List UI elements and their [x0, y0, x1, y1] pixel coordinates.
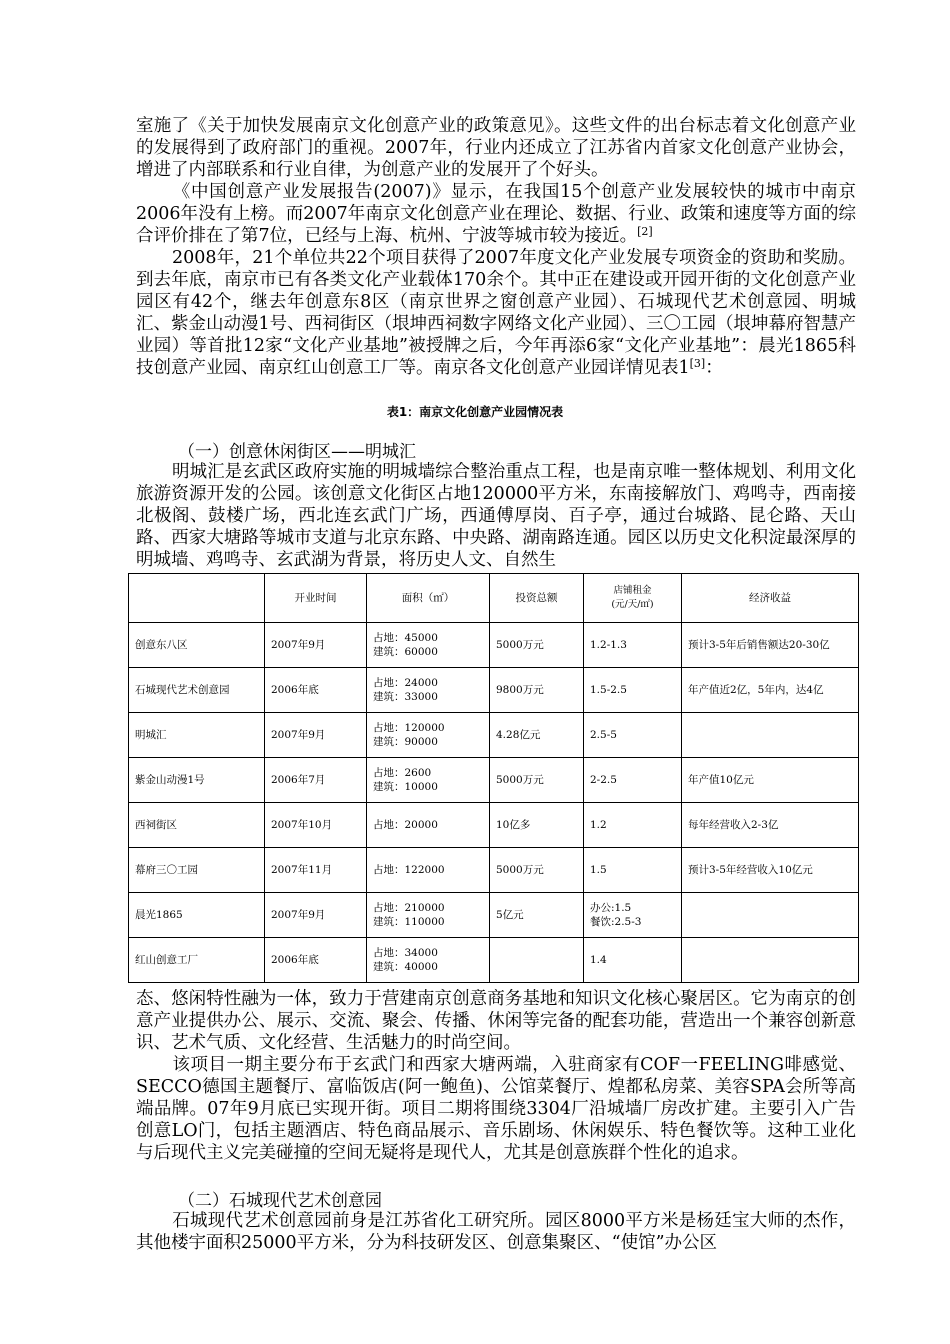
cell-rent: 1.5-2.5: [584, 668, 682, 713]
cell-benefit: [682, 938, 859, 983]
section-heading-shicheng: （二）石城现代艺术创意园: [178, 1191, 382, 1211]
cell-area: 占地：24000 建筑：33000: [367, 668, 490, 713]
cell-area: 占地：20000: [367, 803, 490, 848]
cell-benefit: 预计3-5年经营收入10亿元: [682, 848, 859, 893]
table-row: [129, 668, 859, 713]
cell-investment: 10亿多: [490, 803, 584, 848]
header-open-time: 开业时间: [265, 574, 367, 623]
header-benefit: 经济收益: [682, 574, 859, 623]
cell-area: 占地：210000 建筑：110000: [367, 893, 490, 938]
cell-open-time: 2007年10月: [265, 803, 367, 848]
citation-2: [2]: [637, 225, 653, 238]
paragraph-mingchenghui-cont: 态、悠闲特性融为一体，致力于营建南京创意商务基地和知识文化核心聚居区。它为南京的创意产业提供办公、展示、交流、聚会、传播、休闲等完备的配套功能，营造出一个兼容创新意识、艺术气质、文化经营、生活魅力的时尚空间。: [136, 989, 856, 1053]
table-caption: 表1：南京文化创意产业园情况表: [386, 405, 564, 419]
section-heading-mingchenghui: （一）创意休闲街区——明城汇: [178, 442, 416, 462]
cell-open-time: 2006年底: [265, 938, 367, 983]
cell-open-time: 2006年底: [265, 668, 367, 713]
cell-open-time: 2007年11月: [265, 848, 367, 893]
header-rent: 店铺租金 (元/天/㎡): [584, 574, 682, 623]
cell-name: 石城现代艺术创意园: [129, 668, 265, 713]
table-row: [129, 758, 859, 803]
cell-benefit: 预计3-5年后销售额达20-30亿: [682, 623, 859, 668]
cell-rent: 1.5: [584, 848, 682, 893]
paragraph-project: 该项目一期主要分布于玄武门和西家大塘两端，入驻商家有COF一FEELING啡感觉、SECCO德国主题餐厅、富临饭店(阿一鲍鱼)、公馆菜餐厅、煌都私房菜、美容SPA会所等高端品牌。07年9月底已实现开街。项目二期将围绕3304厂沿城墙厂房改扩建。主要引入广告创意LO门，包括主题酒店、特色商品展示、音乐剧场、休闲娱乐、特色餐饮等。这种工业化与后现代主义完美碰撞的空间无疑将是现代人，尤其是创意族群个性化的追求。: [136, 1055, 856, 1163]
paragraph-mingchenghui: 明城汇是玄武区政府实施的明城墙综合整治重点工程，也是南京唯一整体规划、利用文化旅游资源开发的公园。该创意文化街区占地120000平方米，东南接解放门、鸡鸣寺，西南接北极阁、鼓楼广场，西北连玄武门广场，西通傅厚岗、百子亭，通过台城路、昆仑路、天山路、西家大塘路等城市支道与北京东路、中央路、湖南路连通。园区以历史文化积淀最深厚的明城墙、鸡鸣寺、玄武湖为背景，将历史人文、自然生: [136, 462, 856, 570]
table-row: [129, 938, 859, 983]
cell-area: 占地：45000 建筑：60000: [367, 623, 490, 668]
paragraph-report: 《中国创意产业发展报告(2007)》显示，在我国15个创意产业发展较快的城市中南京2006年没有上榜。而2007年南京文化创意产业在理论、数据、行业、政策和速度等方面的综合评价排在了第7位，已经与上海、杭州、宁波等城市较为接近。[2]: [136, 182, 856, 246]
header-area: 面积（㎡）: [367, 574, 490, 623]
cell-investment: 5000万元: [490, 623, 584, 668]
cell-investment: 4.28亿元: [490, 713, 584, 758]
cell-area: 占地：120000 建筑：90000: [367, 713, 490, 758]
cell-benefit: [682, 893, 859, 938]
cell-open-time: 2006年7月: [265, 758, 367, 803]
cell-name: 红山创意工厂: [129, 938, 265, 983]
paragraph-policy: 室施了《关于加快发展南京文化创意产业的政策意见》。这些文件的出台标志着文化创意产业的发展得到了政府部门的重视。2007年，行业内还成立了江苏省内首家文化创意产业协会，增进了内部联系和行业自律，为创意产业的发展开了个好头。: [136, 116, 856, 180]
cell-rent: 2-2.5: [584, 758, 682, 803]
cell-rent: 1.2: [584, 803, 682, 848]
cell-name: 明城汇: [129, 713, 265, 758]
cell-open-time: 2007年9月: [265, 713, 367, 758]
table-row: [129, 803, 859, 848]
table-row: [129, 623, 859, 668]
cell-investment: 5000万元: [490, 848, 584, 893]
cell-rent: 办公:1.5 餐饮:2.5-3: [584, 893, 682, 938]
table-row: [129, 713, 859, 758]
cell-benefit: 每年经营收入2-3亿: [682, 803, 859, 848]
cell-area: 占地：34000 建筑：40000: [367, 938, 490, 983]
cell-name: 幕府三〇工园: [129, 848, 265, 893]
cell-rent: 2.5-5: [584, 713, 682, 758]
cell-name: 创意东八区: [129, 623, 265, 668]
cell-benefit: [682, 713, 859, 758]
cell-area: 占地：122000: [367, 848, 490, 893]
table-row: [129, 893, 859, 938]
cell-open-time: 2007年9月: [265, 893, 367, 938]
cell-investment: 9800万元: [490, 668, 584, 713]
table-row: [129, 848, 859, 893]
citation-3: [3]: [689, 357, 706, 370]
cell-investment: 5000万元: [490, 758, 584, 803]
cell-rent: 1.4: [584, 938, 682, 983]
cell-name: 西祠街区: [129, 803, 265, 848]
cell-benefit: 年产值近2亿，5年内，达4亿: [682, 668, 859, 713]
header-investment: 投资总额: [490, 574, 584, 623]
cell-area: 占地：2600 建筑：10000: [367, 758, 490, 803]
paragraph-shicheng: 石城现代艺术创意园前身是江苏省化工研究所。园区8000平方米是杨廷宝大师的杰作，其他楼宇面积25000平方米，分为科技研发区、创意集聚区、“使馆”办公区: [136, 1211, 856, 1253]
cell-name: 紫金山动漫1号: [129, 758, 265, 803]
cell-benefit: 年产值10亿元: [682, 758, 859, 803]
table-header-row: [129, 574, 859, 623]
paragraph-2008: 2008年，21个单位共22个项目获得了2007年度文化产业发展专项资金的资助和奖励。到去年底，南京市已有各类文化产业载体170余个。其中正在建设或开园开街的文化创意产业园区有42个，继去年创意东8区（南京世界之窗创意产业园）、石城现代艺术创意园、明城汇、紫金山动漫1号、西祠街区（垠坤西祠数字网络文化产业园）、三〇工园（垠坤幕府智慧产业园）等首批12家“文化产业基地”被授牌之后，今年再添6家“文化产业基地”：晨光1865科技创意产业园、南京红山创意工厂等。南京各文化创意产业园详情见表1[3]：: [136, 248, 856, 378]
cell-investment: [490, 938, 584, 983]
cell-name: 晨光1865: [129, 893, 265, 938]
parks-table: [128, 573, 859, 983]
header-name: [129, 574, 265, 623]
cell-rent: 1.2-1.3: [584, 623, 682, 668]
cell-open-time: 2007年9月: [265, 623, 367, 668]
cell-investment: 5亿元: [490, 893, 584, 938]
